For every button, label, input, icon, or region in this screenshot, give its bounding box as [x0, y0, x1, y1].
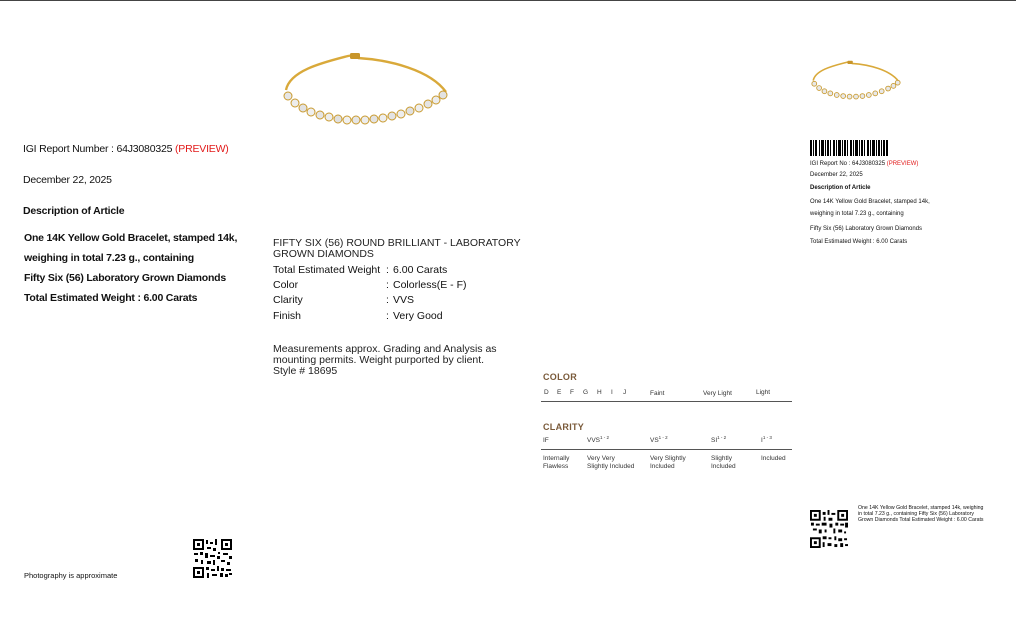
- right-description-line: weighing in total 7.23 g., containing: [810, 211, 904, 217]
- right-description-heading: Description of Article: [810, 185, 871, 191]
- color-faint: Faint: [650, 390, 665, 397]
- color-grade: H: [597, 389, 602, 396]
- clarity-grade: [711, 435, 726, 444]
- color-value: Colorless(E - F): [393, 279, 467, 291]
- color-grade: G: [583, 389, 589, 396]
- right-report-number: [810, 161, 918, 167]
- clarity-desc: Very Very Slightly Included: [587, 455, 635, 470]
- clarity-grade: [761, 435, 772, 444]
- right-report-date: December 22, 2025: [810, 172, 863, 178]
- separator: :: [386, 294, 389, 306]
- clarity-code: SI: [711, 437, 718, 445]
- finish-label: Finish: [273, 310, 302, 322]
- clarity-desc: Internally Flawless: [543, 455, 570, 470]
- measurement-notes: Measurements approx. Grading and Analysis as mounting permits. Weight purported by client.: [273, 343, 497, 366]
- top-border: [0, 0, 1016, 1]
- color-light: Light: [756, 389, 771, 396]
- qr-code-small-icon: [810, 510, 848, 548]
- clarity-scale-title: CLARITY: [543, 422, 585, 432]
- color-grade: E: [557, 389, 562, 396]
- color-grade: J: [623, 389, 627, 396]
- right-description-line: Fifty Six (56) Laboratory Grown Diamonds: [810, 226, 923, 232]
- description-line: One 14K Yellow Gold Bracelet, stamped 14k,: [24, 232, 238, 244]
- right-preview-badge: (PREVIEW): [886, 161, 919, 167]
- bracelet-photo-icon: [280, 52, 452, 126]
- barcode-icon: [810, 140, 888, 156]
- qr-code-icon: [193, 539, 232, 578]
- report-date: December 22, 2025: [23, 174, 112, 186]
- clarity-desc: Slightly Included: [711, 455, 736, 470]
- clarity-desc: Very Slightly Included: [650, 455, 686, 470]
- right-description-line: Total Estimated Weight : 6.00 Carats: [810, 239, 908, 245]
- weight-label: Total Estimated Weight: [273, 264, 381, 276]
- separator: :: [386, 264, 389, 276]
- color-grade: F: [570, 389, 574, 396]
- description-line: weighing in total 7.23 g., containing: [24, 252, 194, 264]
- bracelet-thumbnail-icon: [810, 60, 902, 100]
- report-number: [23, 143, 229, 155]
- separator: :: [386, 310, 389, 322]
- clarity-value: VVS: [393, 294, 415, 306]
- photo-note: Photography is approximate: [24, 571, 118, 580]
- color-grade: I: [611, 389, 613, 396]
- clarity-grade: [650, 435, 668, 444]
- clarity-code: I: [761, 437, 763, 445]
- right-report-label: IGI Report No : 64J3080325: [810, 161, 886, 167]
- clarity-scale-rule: [541, 449, 792, 450]
- preview-badge: (PREVIEW): [174, 143, 229, 155]
- clarity-code: IF: [543, 437, 549, 444]
- description-line: Total Estimated Weight : 6.00 Carats: [24, 292, 198, 304]
- clarity-code: VS: [650, 437, 659, 445]
- color-label: Color: [273, 279, 299, 291]
- weight-value: 6.00 Carats: [393, 264, 448, 276]
- clarity-grade: [587, 435, 609, 444]
- color-grade: D: [544, 389, 549, 396]
- stone-heading: FIFTY SIX (56) ROUND BRILLIANT - LABORATORY GROWN DIAMONDS: [273, 237, 521, 260]
- description-heading: Description of Article: [23, 205, 125, 217]
- clarity-range: 1 - 2: [717, 435, 727, 440]
- report-number-label: IGI Report Number : 64J3080325: [23, 143, 173, 155]
- finish-value: Very Good: [393, 310, 443, 322]
- color-scale-rule: [541, 401, 792, 402]
- right-description-line: One 14K Yellow Gold Bracelet, stamped 14k,: [810, 199, 930, 205]
- clarity-grade: [543, 437, 549, 444]
- clarity-label: Clarity: [273, 294, 303, 306]
- clarity-desc: Included: [761, 455, 786, 462]
- separator: :: [386, 279, 389, 291]
- clarity-range: 1 - 2: [600, 435, 610, 440]
- color-very-light: Very Light: [703, 390, 732, 397]
- color-scale-title: COLOR: [543, 372, 577, 382]
- clarity-code: VVS: [587, 437, 601, 445]
- clarity-range: 1 - 3: [762, 435, 772, 440]
- style-number: Style # 18695: [273, 365, 338, 377]
- qr-caption: One 14K Yellow Gold Bracelet, stamped 14k, weighing in total 7.23 g., containing Fifty Six (56) Laboratory Grown Diamonds Total Estimated Weight : 6.00 Carats: [858, 505, 984, 523]
- clarity-range: 1 - 2: [658, 435, 668, 440]
- description-line: Fifty Six (56) Laboratory Grown Diamonds: [24, 272, 227, 284]
